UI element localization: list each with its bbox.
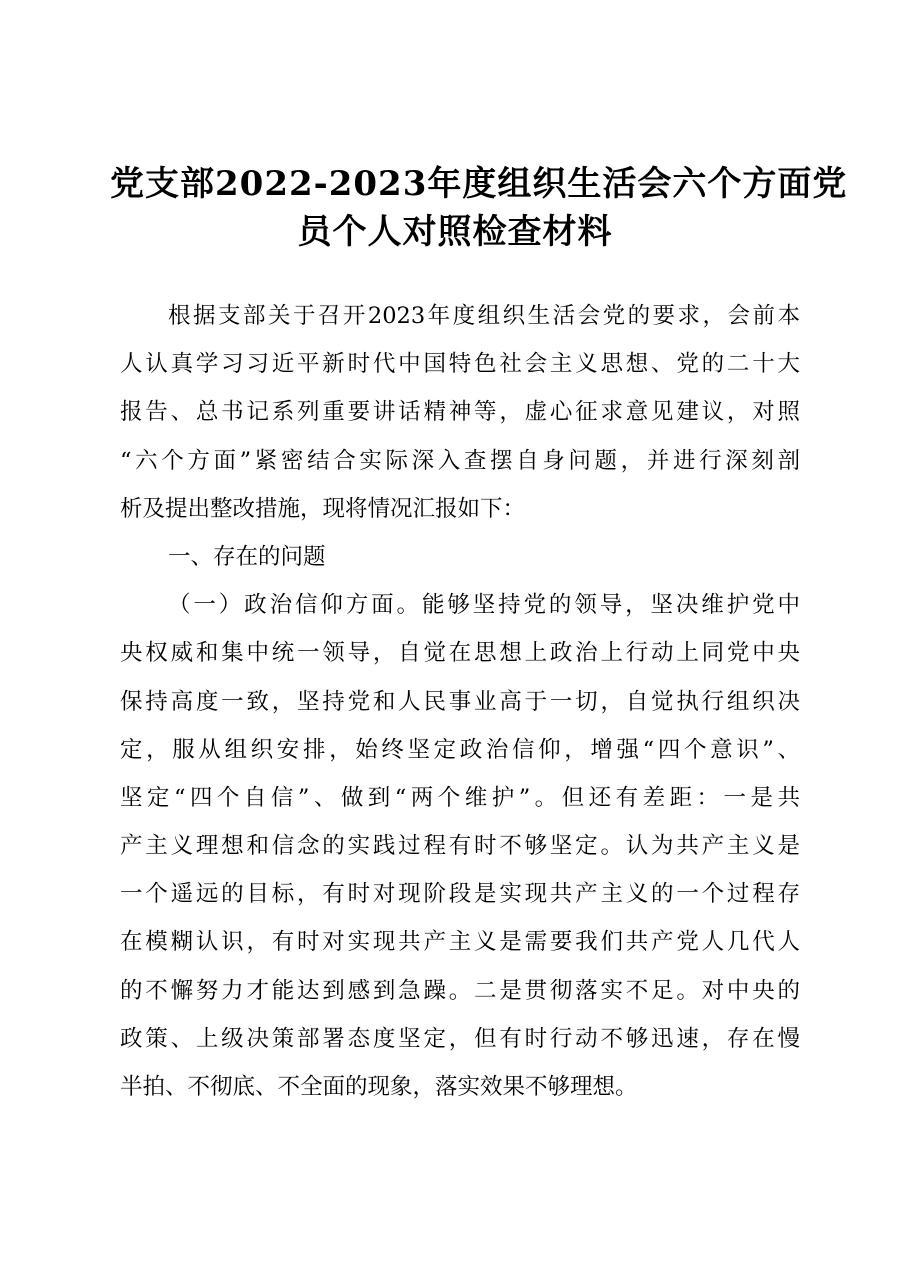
body-line: 政策、上级决策部署态度坚定，但有时行动不够迅速，存在慢 xyxy=(120,1025,800,1052)
body-line: 的不懈努力才能达到感到急躁。二是贯彻落实不足。对中央的 xyxy=(120,977,800,1004)
section-heading: 一、存在的问题 xyxy=(168,543,326,570)
body-line: 半拍、不彻底、不全面的现象，落实效果不够理想。 xyxy=(120,1074,638,1100)
body-line: “六个方面”紧密结合实际深入查摆自身问题，并进行深刻剖 xyxy=(120,447,800,474)
body-line: 析及提出整改措施，现将情况汇报如下： xyxy=(120,495,526,522)
body-line: 定，服从组织安排，始终坚定政治信仰，增强“四个意识”、 xyxy=(120,736,800,763)
body-line: 一个遥远的目标，有时对现阶段是实现共产主义的一个过程存 xyxy=(120,881,800,908)
body-line: 在模糊认识，有时对实现共产主义是需要我们共产党人几代人 xyxy=(120,929,800,956)
title-line-1: 党支部2022-2023年度组织生活会六个方面党 xyxy=(110,164,848,204)
body-line: 坚定“四个自信”、做到“两个维护”。但还有差距：一是共 xyxy=(120,784,800,811)
body-line: （一）政治信仰方面。能够坚持党的领导，坚决维护党中 xyxy=(168,592,800,619)
document-body xyxy=(120,292,800,1111)
body-line: 产主义理想和信念的实践过程有时不够坚定。认为共产主义是 xyxy=(120,833,800,860)
body-line: 人认真学习习近平新时代中国特色社会主义思想、党的二十大 xyxy=(120,351,800,378)
body-line: 报告、总书记系列重要讲话精神等，虚心征求意见建议，对照 xyxy=(120,399,800,426)
body-line: 保持高度一致，坚持党和人民事业高于一切，自觉执行组织决 xyxy=(120,688,800,715)
body-line: 根据支部关于召开2023年度组织生活会党的要求，会前本 xyxy=(168,303,800,329)
document-title xyxy=(110,160,848,256)
body-line: 央权威和集中统一领导，自觉在思想上政治上行动上同党中央 xyxy=(120,640,800,667)
title-line-2: 员个人对照检查材料 xyxy=(297,212,613,252)
